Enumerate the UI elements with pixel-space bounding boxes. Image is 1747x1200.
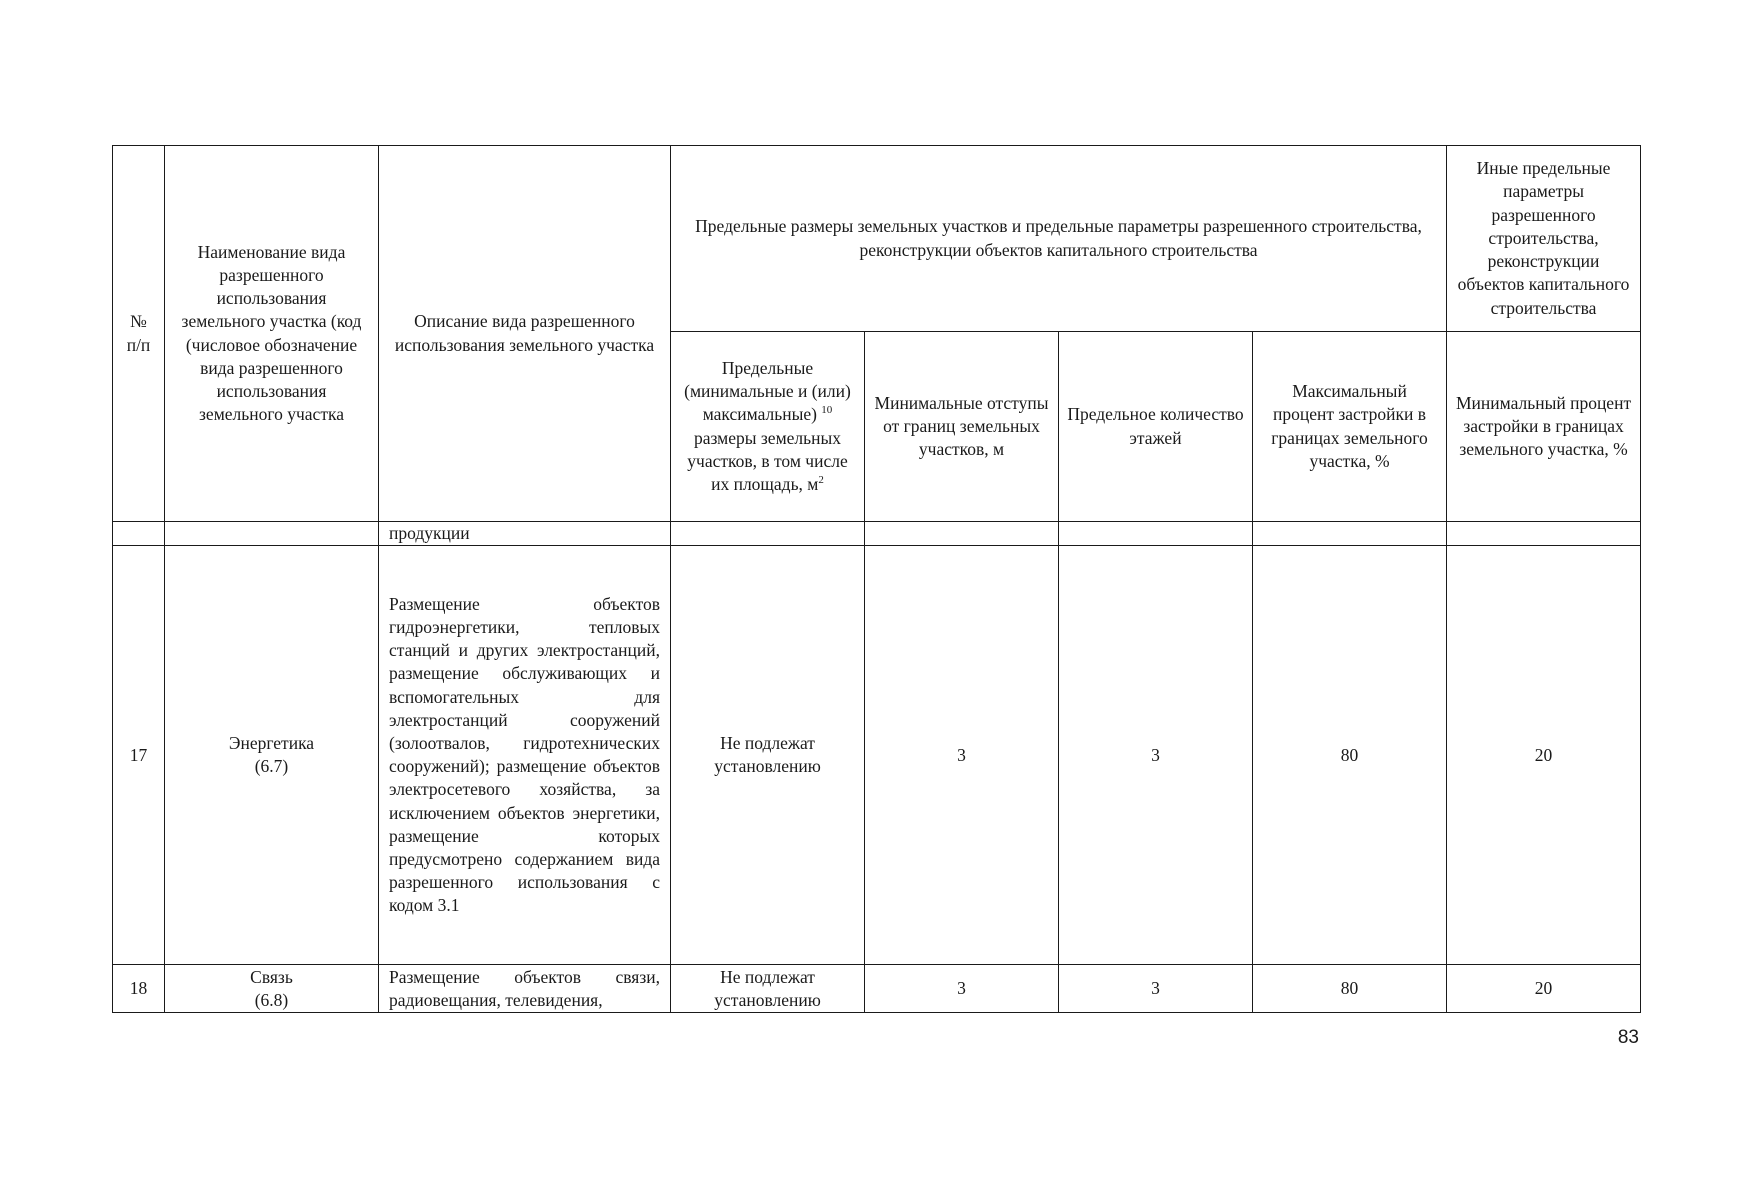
unit-superscript: 2 [818,474,824,487]
header-setbacks: Минимальные отступы от границ земельных участков, м [865,332,1059,522]
row-floors: 3 [1059,965,1253,1013]
page-number: 83 [1617,1027,1639,1048]
use-type-name: Связь [250,966,293,987]
row-plot-sizes: Не подлежат установлению [671,965,865,1013]
header-num: № п/п [113,146,165,522]
row-max-coverage: 80 [1253,965,1447,1013]
row-min-coverage: 20 [1447,546,1641,965]
use-type-code: (6.8) [254,989,289,1010]
use-type-name: Энергетика [228,733,315,753]
header-floors: Предельное количество этажей [1059,332,1253,522]
header-other-params: Иные предельные параметры разрешенного строительства, реконструкции объектов капитального строительства [1447,146,1641,332]
header-limits-group: Предельные размеры земельных участков и предельные параметры разрешенного строительства, реконструкции объектов капитального строительства [671,146,1447,332]
continuation-description: продукции [379,522,671,546]
footnote-ref: 10 [821,404,833,417]
row-use-type [165,546,379,965]
header-min-coverage: Минимальный процент застройки в границах земельного участка, % [1447,332,1641,522]
row-floors: 3 [1059,546,1253,965]
row-plot-sizes: Не подлежат установлению [671,546,865,965]
row-num: 17 [113,546,165,965]
row-max-coverage: 80 [1253,546,1447,965]
row-setbacks: 3 [865,546,1059,965]
row-description: Размещение объектов связи, радиовещания, телевидения, [379,965,671,1013]
header-plot-sizes: Предельные (минимальные и (или) максимальные) $^{10}$ размеры земельных участков, в том числе их площадь, $м^2$ [671,332,865,522]
row-min-coverage: 20 [1447,965,1641,1013]
header-use-type-name: Наименование вида разрешенного использования земельного участка (код (числовое обозначение вида разрешенного использования земельного участка [165,146,379,522]
row-setbacks: 3 [865,965,1059,1013]
table-row [113,546,1641,965]
row-use-type [165,965,379,1013]
header-row-1 [113,146,1641,332]
row-num: 18 [113,965,165,1013]
header-use-description: Описание вида разрешенного использования земельного участка [379,146,671,522]
header-max-coverage: Максимальный процент застройки в границах земельного участка, % [1253,332,1447,522]
continuation-row [113,522,1641,546]
use-type-code: (6.7) [254,756,289,777]
table-row [113,965,1641,1013]
zoning-regulations-table [112,145,1641,1013]
row-description: Размещение объектов гидроэнергетики, тепловых станций и других электростанций, размещение обслуживающих и вспомогательных для электростанций сооружений (золоотвалов, гидротехнических сооружений); размещение объектов электросетевого хозяйства, за исключением объектов энергетики, размещение которых предусмотрено содержанием вида разрешенного использования с кодом 3.1 [379,546,671,965]
